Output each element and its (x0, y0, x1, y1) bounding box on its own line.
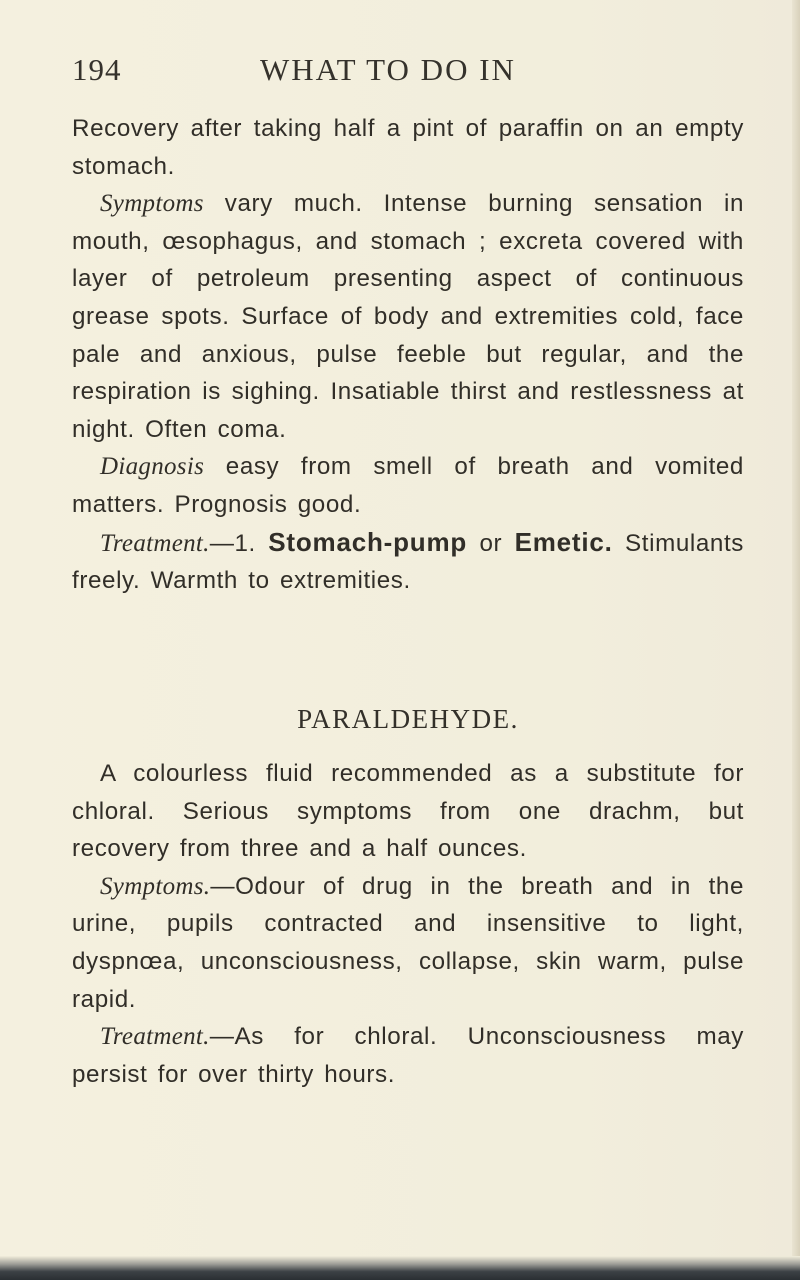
symptoms-label-2: Symptoms. (100, 872, 211, 900)
treatment-text: Stimulants freely. Warmth to extremities. (72, 529, 744, 595)
paragraph-diagnosis (72, 448, 744, 523)
or-text: or (467, 529, 515, 557)
symptoms-label: Symptoms (100, 190, 204, 218)
section-paraffin-text (72, 110, 744, 600)
treatment-text-2: —As for chloral. Unconsciousness may persist for over thirty hours. (72, 1023, 744, 1088)
section-paraldehyde-text (72, 755, 744, 1093)
symptoms-text: vary much. Intense burning sensation in mouth, œsophagus, and stomach ; excreta covered with layer of petroleum presenting aspect of continuous grease spots. Surface of body and extremities cold, face pale and anxious, pulse feeble but regular, and the respiration is sighing. Insatiable thirst and restlessness at night. Often coma. (72, 190, 744, 443)
page-header (72, 52, 752, 96)
paragraph-description: A colourless fluid recommended as a substitute for chloral. Serious symptoms from one drachm, but recovery from three and a half ounces. (72, 760, 744, 863)
paragraph-treatment-2 (72, 1018, 744, 1093)
paragraph-symptoms-2 (72, 868, 744, 1018)
paragraph-recovery: Recovery after taking half a pint of paraffin on an empty stomach. (72, 115, 744, 180)
section-heading-paraldehyde: PARALDEHYDE. (297, 704, 519, 734)
scan-bottom-edge (0, 1256, 800, 1280)
page-number: 194 (72, 52, 122, 87)
symptoms-text-2: —Odour of drug in the breath and in the urine, pupils contracted and insensitive to light, dyspnœa, unconsciousness, collapse, skin warm, pulse rapid. (72, 872, 744, 1013)
diagnosis-label: Diagnosis (100, 453, 205, 481)
treatment-label: Treatment. (100, 529, 210, 557)
treatment-label-2: Treatment. (100, 1023, 210, 1051)
paragraph-treatment (72, 524, 744, 600)
diagnosis-text: easy from smell of breath and vomited matters. Prognosis good. (72, 453, 744, 518)
treatment-number: —1. (209, 529, 269, 557)
page-edge-shadow (792, 0, 800, 1280)
emetic-text: Emetic. (514, 526, 613, 557)
running-title: WHAT TO DO IN (260, 52, 516, 87)
stomach-pump-text: Stomach-pump (268, 526, 468, 557)
paragraph-symptoms (72, 185, 744, 448)
